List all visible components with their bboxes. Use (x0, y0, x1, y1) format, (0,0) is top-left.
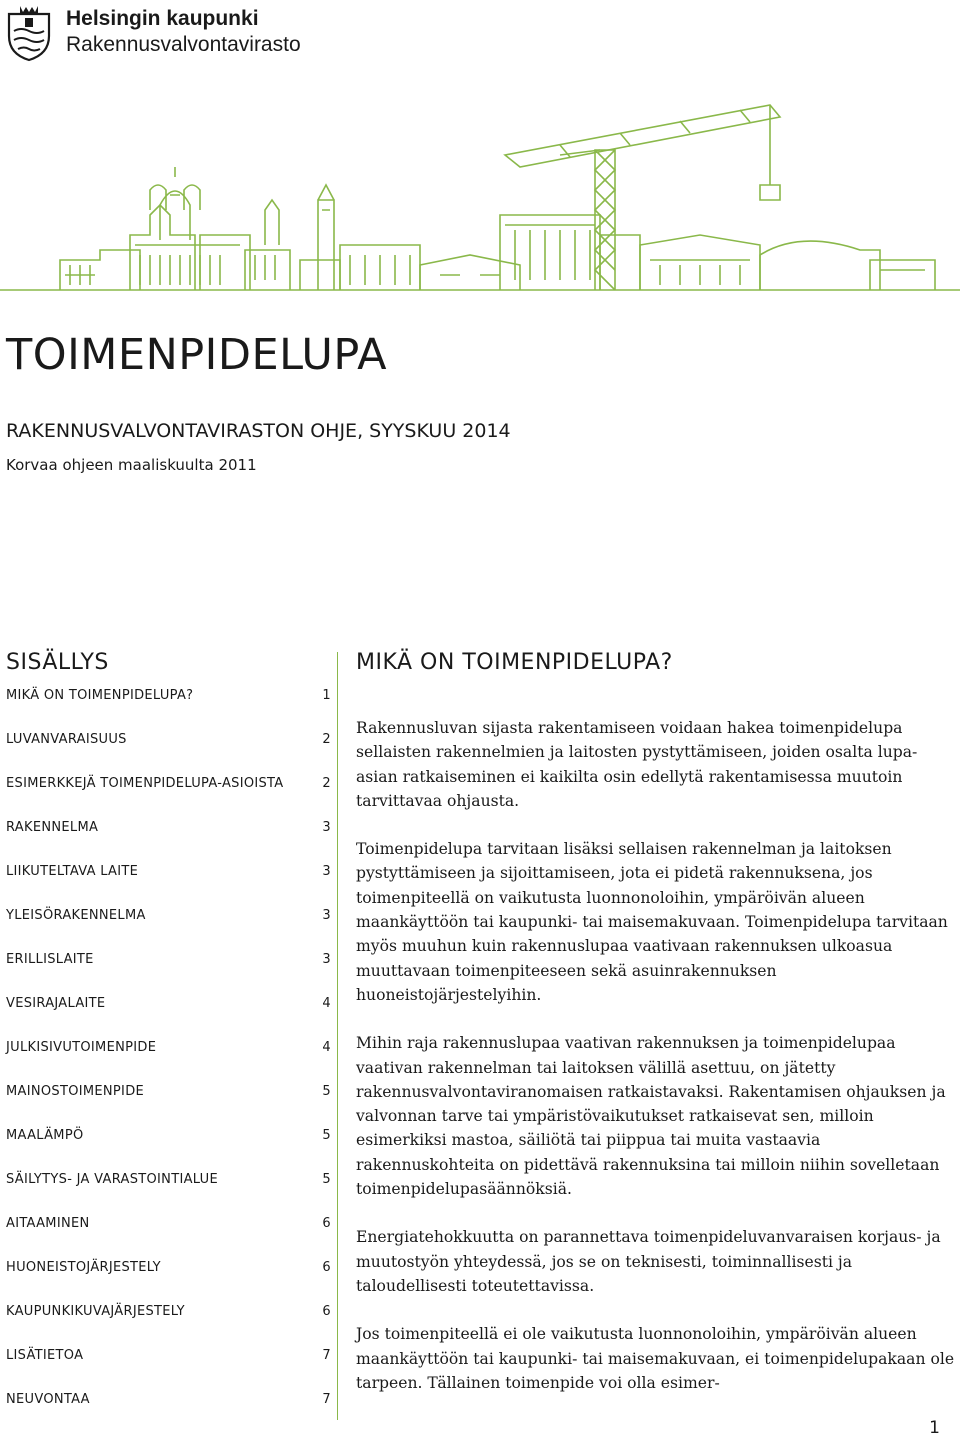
page-number: 1 (929, 1418, 940, 1438)
toc-item[interactable] (6, 1126, 331, 1170)
toc-item[interactable] (6, 1170, 331, 1214)
toc-item[interactable] (6, 1346, 331, 1390)
toc-item-page: 2 (322, 776, 331, 791)
section-title: MIKÄ ON TOIMENPIDELUPA? (356, 650, 673, 675)
toc-item-page: 3 (322, 864, 331, 879)
toc-item[interactable] (6, 818, 331, 862)
toc-item-page: 7 (322, 1392, 331, 1407)
document-replaces-note: Korvaa ohjeen maaliskuulta 2011 (6, 456, 257, 474)
toc-item-page: 2 (322, 732, 331, 747)
organization-name (66, 6, 301, 58)
toc-item[interactable] (6, 906, 331, 950)
body-paragraph: Jos toimenpiteellä ei ole vaikutusta luonnonoloihin, ympäröivän alueen maankäyttöön tai kaupunki- tai maisemakuvaan, ei toimenpidelupakaan ole tarpeen. Tällainen toimenpide voi olla esimer- (356, 1325, 955, 1392)
toc-item[interactable] (6, 1390, 331, 1434)
toc-item[interactable] (6, 1082, 331, 1126)
document-subtitle: RAKENNUSVALVONTAVIRASTON OHJE, SYYSKUU 2014 (6, 420, 511, 442)
section-body (356, 716, 956, 1419)
toc-item-page: 3 (322, 820, 331, 835)
toc-item[interactable] (6, 862, 331, 906)
toc-item[interactable] (6, 994, 331, 1038)
document-title: TOIMENPIDELUPA (6, 330, 388, 380)
toc-item-label: AITAAMINEN (6, 1216, 90, 1231)
body-paragraph: Energiatehokkuutta on parannettava toimenpideluvanvaraisen korjaus- ja muutostyön yhteydessä, jos se on teknisesti, toiminnallisesti ja taloudellisesti toteutettavissa. (356, 1228, 941, 1295)
toc-item[interactable] (6, 1302, 331, 1346)
body-paragraph: Mihin raja rakennuslupaa vaativan rakennuksen ja toimenpidelupaa vaativan rakennelman tai laitoksen välillä asettuu, on jätetty rakennusvalvontaviranomaisen ratkaistavaksi. Rakentamisen ohjauksen ja valvonnan tarve tai ympäristövaikutukset ratkaisevat sen, milloin esimerkiksi mastoa, säiliötä tai piippua tai muita vastaavia rakennuskohteita on pidettävä rakennuksina tai milloin niihin sovelletaan toimenpidelupasäännöksiä. (356, 1034, 946, 1199)
body-paragraph: Rakennusluvan sijasta rakentamiseen voidaan hakea toimenpidelupa sellaisten rakennelmien ja laitosten pystyttämiseen, joiden osalta lupa-asian ratkaiseminen ei kaikilta osin edellytä rakentamisessa muutoin tarvittavaa ohjausta. (356, 719, 918, 810)
toc-title: SISÄLLYS (6, 650, 109, 675)
toc-item-page: 3 (322, 952, 331, 967)
body-paragraph: Toimenpidelupa tarvitaan lisäksi sellaisen rakennelman ja laitoksen pystyttämiseen ja sijoittamiseen, jota ei pidetä rakennuksena, jos toimenpiteellä on vaikutusta luonnonoloihin, ympäröivän alueen maankäyttöön tai kaupunki- tai maisemakuvaan. Toimenpidelupa tarvitaan myös muuhun kuin rakennuslupaa vaativaan rakennuksen ulkoasua muuttavaan toimenpiteeseen sekä asuinrakennuksen huoneistojärjestelyihin. (356, 840, 948, 1004)
table-of-contents (6, 686, 331, 1434)
toc-item[interactable] (6, 1214, 331, 1258)
toc-item-label: HUONEISTOJÄRJESTELY (6, 1260, 161, 1275)
toc-item[interactable] (6, 774, 331, 818)
toc-item-page: 5 (322, 1128, 331, 1143)
toc-item-page: 5 (322, 1084, 331, 1099)
toc-item-label: SÄILYTYS- JA VARASTOINTIALUE (6, 1172, 218, 1187)
toc-item-label: ESIMERKKEJÄ TOIMENPIDELUPA-ASIOISTA (6, 776, 284, 791)
toc-item-label: JULKISIVUTOIMENPIDE (6, 1040, 157, 1055)
org-name: Helsingin kaupunki (66, 7, 259, 30)
toc-item-label: KAUPUNKIKUVAJÄRJESTELY (6, 1304, 185, 1319)
column-divider (337, 652, 338, 1420)
toc-item-label: RAKENNELMA (6, 820, 99, 835)
toc-item-label: LISÄTIETOA (6, 1348, 84, 1363)
toc-item[interactable] (6, 1038, 331, 1082)
toc-item-label: ERILLISLAITE (6, 952, 94, 967)
toc-item-page: 4 (322, 1040, 331, 1055)
toc-item[interactable] (6, 950, 331, 994)
toc-item-page: 7 (322, 1348, 331, 1363)
toc-item[interactable] (6, 730, 331, 774)
toc-item[interactable] (6, 686, 331, 730)
toc-item-label: MIKÄ ON TOIMENPIDELUPA? (6, 688, 194, 703)
toc-item-label: NEUVONTAA (6, 1392, 90, 1407)
toc-item-page: 3 (322, 908, 331, 923)
toc-item-label: MAINOSTOIMENPIDE (6, 1084, 145, 1099)
city-skyline-illustration (0, 85, 960, 300)
toc-item-page: 6 (322, 1216, 331, 1231)
toc-item-page: 6 (322, 1304, 331, 1319)
toc-item-page: 5 (322, 1172, 331, 1187)
toc-item-label: VESIRAJALAITE (6, 996, 106, 1011)
toc-item-label: MAALÄMPÖ (6, 1128, 84, 1143)
toc-item[interactable] (6, 1258, 331, 1302)
toc-item-label: LIIKUTELTAVA LAITE (6, 864, 139, 879)
toc-item-page: 6 (322, 1260, 331, 1275)
toc-item-page: 4 (322, 996, 331, 1011)
helsinki-crest-icon (6, 4, 52, 62)
toc-item-label: YLEISÖRAKENNELMA (6, 908, 146, 923)
toc-item-label: LUVANVARAISUUS (6, 732, 127, 747)
org-unit: Rakennusvalvontavirasto (66, 33, 301, 56)
toc-item-page: 1 (322, 688, 331, 703)
